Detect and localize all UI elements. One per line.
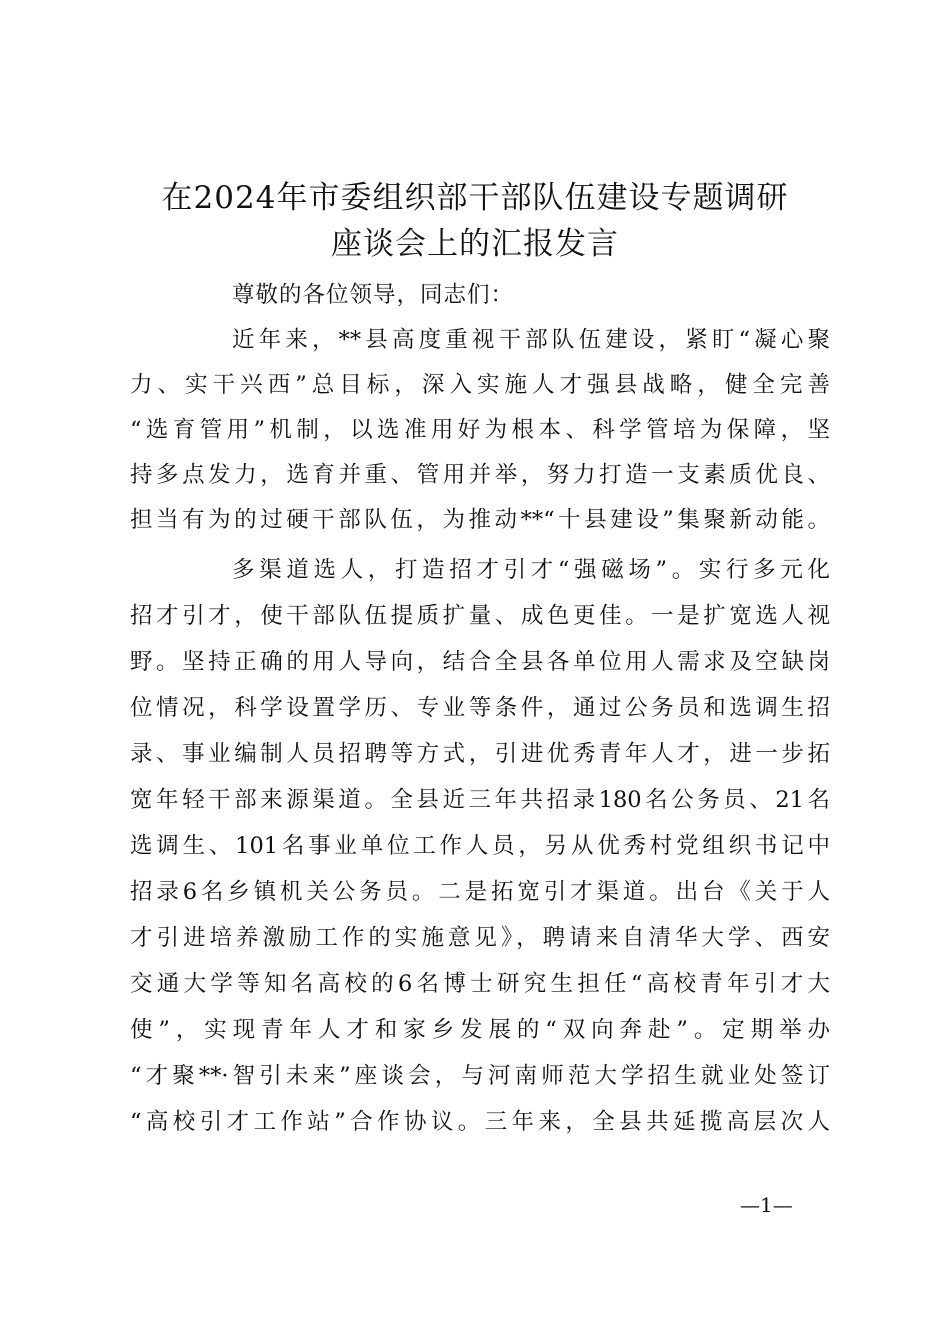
body-line: 野。坚持正确的用人导向，结合全县各单位用人需求及空缺岗 bbox=[130, 649, 830, 675]
body-line: 录、事业编制人员招聘等方式，引进优秀青年人才，进一步拓 bbox=[130, 741, 830, 767]
body-line: “选育管用”机制，以选准用好为根本、科学管培为保障，坚 bbox=[130, 417, 830, 443]
body-line: 使”，实现青年人才和家乡发展的“双向奔赴”。定期举办 bbox=[130, 1017, 830, 1043]
body-line: 力、实干兴西”总目标，深入实施人才强县战略，健全完善 bbox=[130, 372, 830, 398]
body-line: 持多点发力，选育并重、管用并举，努力打造一支素质优良、 bbox=[130, 462, 830, 488]
salutation: 尊敬的各位领导，同志们： bbox=[232, 282, 515, 308]
document-title-line-2: 座谈会上的汇报发言 bbox=[331, 226, 619, 262]
body-line: 选调生、101名事业单位工作人员，另从优秀村党组织书记中 bbox=[130, 833, 830, 859]
body-line: 近年来，**县高度重视干部队伍建设，紧盯“凝心聚 bbox=[232, 327, 830, 353]
body-line: 宽年轻干部来源渠道。全县近三年共招录180名公务员、21名 bbox=[130, 787, 830, 813]
body-line: 交通大学等知名高校的6名博士研究生担任“高校青年引才大 bbox=[130, 971, 830, 997]
body-line: “高校引才工作站”合作协议。三年来，全县共延揽高层次人 bbox=[130, 1109, 830, 1135]
document-title-line-1: 在2024年市委组织部干部队伍建设专题调研 bbox=[161, 180, 789, 216]
body-line: 招才引才，使干部队伍提质扩量、成色更佳。一是扩宽选人视 bbox=[130, 603, 830, 629]
page-number: —1— bbox=[740, 1193, 793, 1217]
body-line: 位情况，科学设置学历、专业等条件，通过公务员和选调生招 bbox=[130, 695, 830, 721]
body-line: “才聚**·智引未来”座谈会，与河南师范大学招生就业处签订 bbox=[130, 1063, 830, 1089]
body-line: 多渠道选人，打造招才引才“强磁场”。实行多元化 bbox=[232, 557, 830, 583]
body-line: 担当有为的过硬干部队伍，为推动**“十县建设”集聚新动能。 bbox=[130, 507, 830, 533]
body-line: 才引进培养激励工作的实施意见》，聘请来自清华大学、西安 bbox=[130, 925, 830, 951]
body-line: 招录6名乡镇机关公务员。二是拓宽引才渠道。出台《关于人 bbox=[130, 879, 830, 905]
